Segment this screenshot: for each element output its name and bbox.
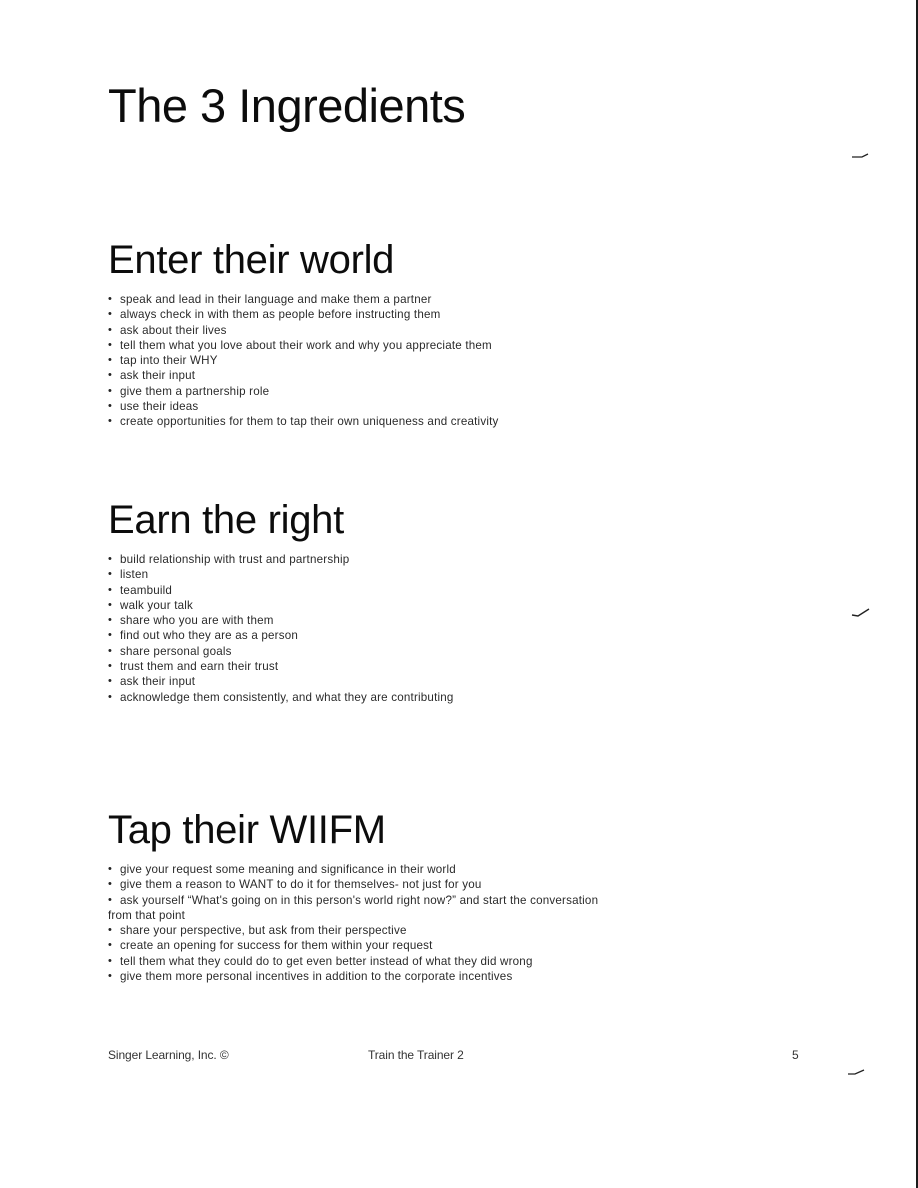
- list-item: • always check in with them as people before instructing them: [108, 307, 808, 322]
- list-item: • find out who they are as a person: [108, 628, 808, 643]
- list-item: • ask their input: [108, 674, 808, 689]
- footer-document-title: Train the Trainer 2: [368, 1048, 464, 1062]
- list-item: • tell them what they could do to get even better instead of what they did wrong: [108, 954, 808, 969]
- list-item: • ask about their lives: [108, 323, 808, 338]
- list-item: • give them more personal incentives in addition to the corporate incentives: [108, 969, 808, 984]
- scan-mark-icon: [846, 1066, 868, 1078]
- section-tap-their-wiifm: [108, 804, 808, 984]
- scan-mark-icon: [850, 606, 872, 622]
- page-number: 5: [792, 1048, 799, 1062]
- bullet-list: [108, 862, 808, 984]
- section-heading: Earn the right: [108, 498, 344, 542]
- scan-mark-icon: [850, 150, 870, 162]
- list-item: • trust them and earn their trust: [108, 659, 808, 674]
- bullet-list: [108, 552, 808, 705]
- list-item: • listen: [108, 567, 808, 582]
- list-item: • use their ideas: [108, 399, 808, 414]
- list-item: • give them a reason to WANT to do it for themselves- not just for you: [108, 877, 808, 892]
- list-item-continuation: from that point: [108, 908, 186, 922]
- list-item: • build relationship with trust and partnership: [108, 552, 808, 567]
- list-item: • speak and lead in their language and make them a partner: [108, 292, 808, 307]
- section-enter-their-world: [108, 234, 808, 430]
- list-item: • walk your talk: [108, 598, 808, 613]
- list-item: • give them a partnership role: [108, 384, 808, 399]
- section-earn-the-right: [108, 494, 808, 705]
- list-item: • create opportunities for them to tap their own uniqueness and creativity: [108, 414, 808, 429]
- list-item: • teambuild: [108, 583, 808, 598]
- bullet-list: [108, 292, 808, 430]
- list-item: • ask yourself “What's going on in this person's world right now?” and start the conversation: [108, 893, 808, 908]
- list-item: • tap into their WHY: [108, 353, 808, 368]
- section-heading: Enter their world: [108, 238, 395, 282]
- list-item: • share personal goals: [108, 644, 808, 659]
- footer-copyright: Singer Learning, Inc. ©: [108, 1048, 229, 1062]
- list-item: • create an opening for success for them within your request: [108, 938, 808, 953]
- list-item: • tell them what you love about their work and why you appreciate them: [108, 338, 808, 353]
- list-item: • acknowledge them consistently, and what they are contributing: [108, 690, 808, 705]
- list-item: • share who you are with them: [108, 613, 808, 628]
- page-title: The 3 Ingredients: [108, 79, 466, 132]
- list-item: • give your request some meaning and significance in their world: [108, 862, 808, 877]
- list-item: • share your perspective, but ask from their perspective: [108, 923, 808, 938]
- list-item: • ask their input: [108, 368, 808, 383]
- section-heading: Tap their WIIFM: [108, 808, 386, 852]
